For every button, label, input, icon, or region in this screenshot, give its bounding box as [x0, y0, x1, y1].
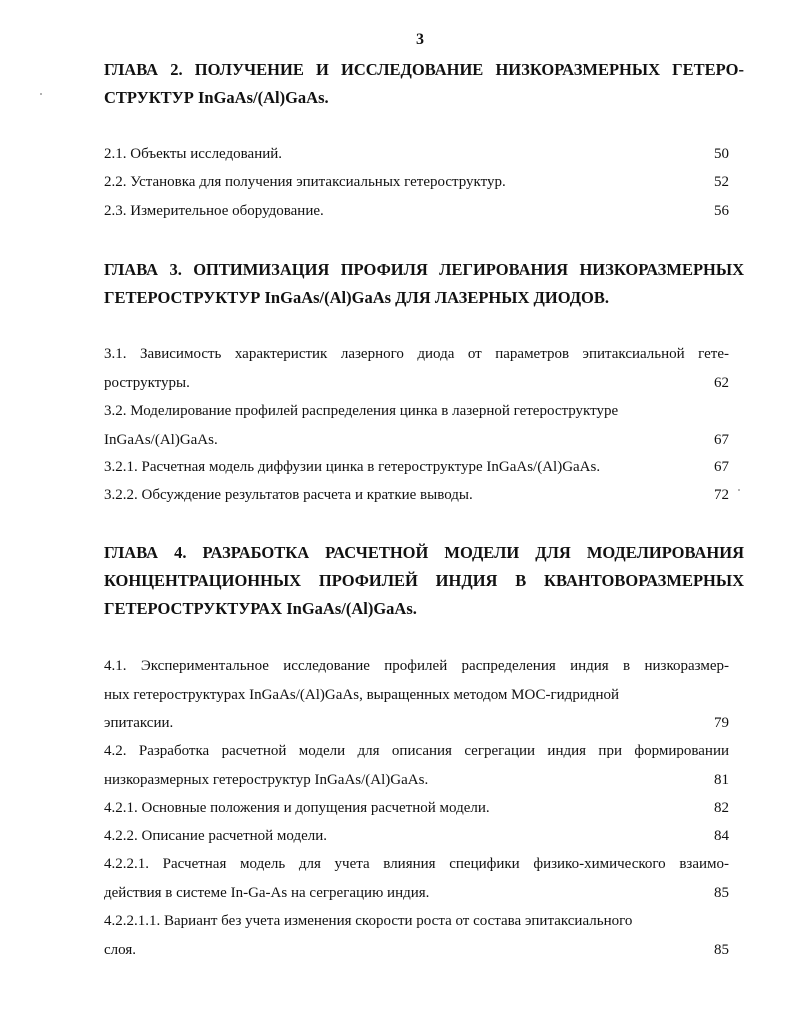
- scan-speck: [40, 93, 42, 95]
- page-number: 3: [416, 31, 424, 48]
- entry-page: 67: [714, 459, 729, 475]
- scan-speck: [738, 489, 740, 491]
- toc-entry-3-2[interactable]: [104, 397, 729, 454]
- toc-entry-4-2-1[interactable]: [104, 794, 729, 823]
- toc-entry-2-3[interactable]: [104, 197, 729, 226]
- entry-text: слоя.: [104, 941, 137, 958]
- entry-page: 82: [714, 800, 729, 816]
- entry-text-line: 4.2.2.1. Расчетная модель для учета влияния специфики физико-химического взаимо-: [104, 856, 729, 872]
- entry-text-line: 3.1. Зависимость характеристик лазерного диода от параметров эпитаксиальной гете-: [104, 346, 729, 362]
- entry-text: 2.3. Измерительное оборудование.: [104, 203, 324, 219]
- toc-entry-3-1[interactable]: [104, 340, 729, 397]
- entry-page: 62: [714, 374, 729, 391]
- entry-page: 84: [714, 828, 729, 844]
- entry-page: 79: [714, 715, 729, 731]
- entry-text: низкоразмерных гетероструктур InGaAs/(Al)GaAs.: [104, 771, 429, 788]
- entry-text: 4.2.2. Описание расчетной модели.: [104, 828, 328, 844]
- entry-text-line: 4.2.2.1.1. Вариант без учета изменения скорости роста от состава эпитаксиального: [104, 913, 633, 929]
- toc-entry-2-2[interactable]: [104, 168, 729, 197]
- entry-text-line: 4.2. Разработка расчетной модели для описания сегрегации индия при формировании: [104, 743, 729, 759]
- toc-entry-3-2-2[interactable]: [104, 481, 729, 510]
- entry-text: 2.1. Объекты исследований.: [104, 146, 283, 162]
- entry-page: 72: [714, 487, 729, 503]
- chapter-2-heading: ГЛАВА 2. ПОЛУЧЕНИЕ И ИССЛЕДОВАНИЕ НИЗКОРАЗМЕРНЫХ ГЕТЕРО-СТРУКТУР InGaAs/(Al)GaAs.: [104, 60, 744, 107]
- entry-page: 50: [714, 146, 729, 162]
- entry-text: роструктуры.: [104, 374, 190, 391]
- entry-page: 52: [714, 174, 729, 190]
- chapter-3-heading: ГЛАВА 3. ОПТИМИЗАЦИЯ ПРОФИЛЯ ЛЕГИРОВАНИЯ НИЗКОРАЗМЕРНЫХ ГЕТЕРОСТРУКТУР InGaAs/(Al)GaAs ДЛЯ ЛАЗЕРНЫХ ДИОДОВ.: [104, 260, 744, 307]
- entry-text: эпитаксии.: [104, 715, 174, 731]
- toc-entry-4-1[interactable]: [104, 652, 729, 738]
- entry-text: InGaAs/(Al)GaAs.: [104, 431, 218, 448]
- entry-page: 85: [714, 941, 729, 958]
- entry-text: 3.2.2. Обсуждение результатов расчета и краткие выводы.: [104, 487, 473, 503]
- entry-text: действия в системе In-Ga-As на сегрегацию индия.: [104, 884, 430, 901]
- entry-page: 85: [714, 884, 729, 901]
- entry-text: 4.2.1. Основные положения и допущения расчетной модели.: [104, 800, 490, 816]
- entry-page: 67: [714, 431, 729, 448]
- entry-text-line: 3.2. Моделирование профилей распределения цинка в лазерной гетероструктуре: [104, 403, 619, 419]
- toc-entry-4-2-2-1[interactable]: [104, 850, 729, 907]
- toc-entry-2-1[interactable]: [104, 140, 729, 169]
- entry-text: 2.2. Установка для получения эпитаксиальных гетероструктур.: [104, 174, 506, 190]
- entry-text-line: 4.1. Экспериментальное исследование профилей распределения индия в низкоразмер-: [104, 658, 729, 674]
- chapter-4-heading: ГЛАВА 4. РАЗРАБОТКА РАСЧЕТНОЙ МОДЕЛИ ДЛЯ МОДЕЛИРОВАНИЯ КОНЦЕНТРАЦИОННЫХ ПРОФИЛЕЙ ИНДИЯ В КВАНТОВОРАЗМЕРНЫХ ГЕТЕРОСТРУКТУРАХ InGaAs/(Al)GaAs.: [104, 543, 744, 618]
- entry-page: 56: [714, 203, 729, 219]
- toc-entry-3-2-1[interactable]: [104, 453, 729, 482]
- entry-text-line: ных гетероструктурах InGaAs/(Al)GaAs, выращенных методом МОС-гидридной: [104, 686, 620, 703]
- toc-entry-4-2-2[interactable]: [104, 822, 729, 851]
- toc-entry-4-2[interactable]: [104, 737, 729, 794]
- entry-page: 81: [714, 771, 729, 788]
- entry-text: 3.2.1. Расчетная модель диффузии цинка в гетероструктуре InGaAs/(Al)GaAs.: [104, 459, 601, 475]
- toc-entry-4-2-2-1-1[interactable]: [104, 907, 729, 964]
